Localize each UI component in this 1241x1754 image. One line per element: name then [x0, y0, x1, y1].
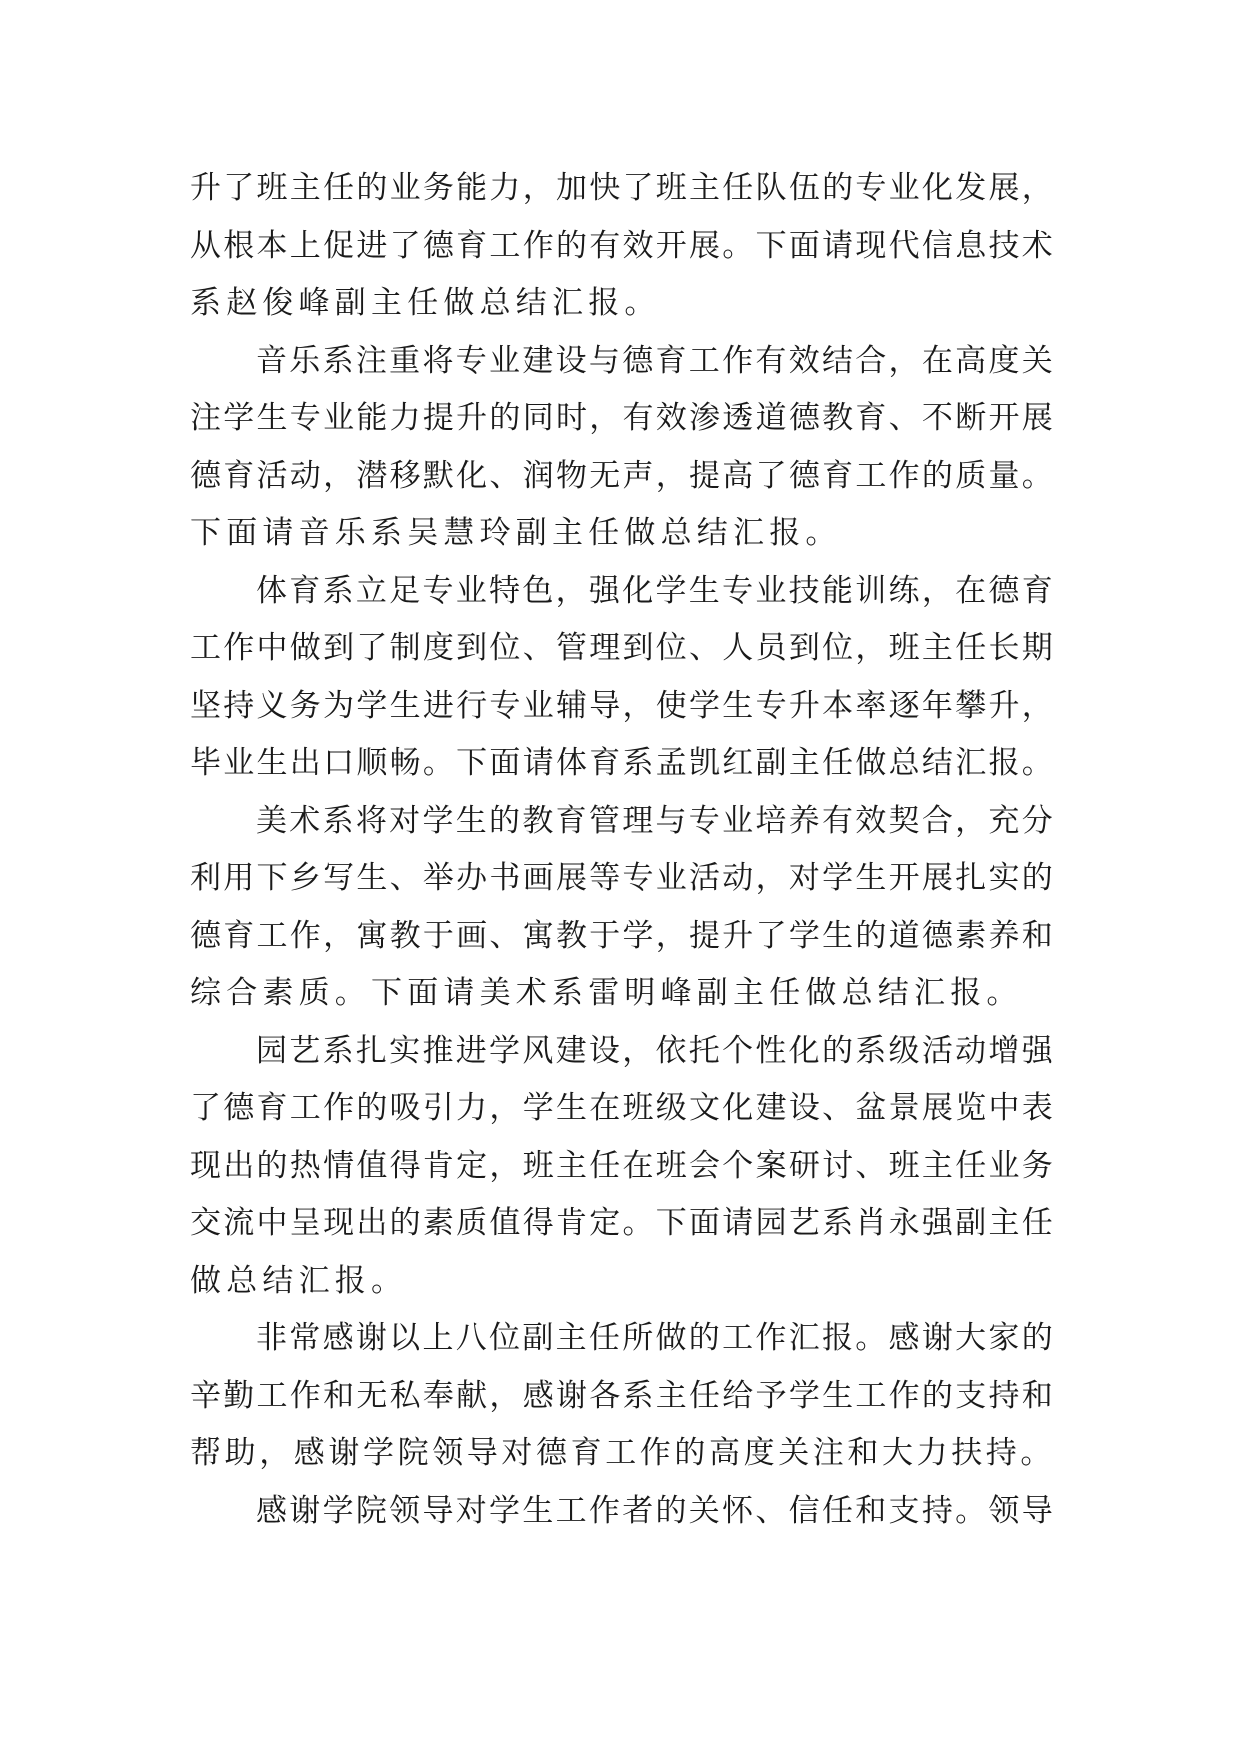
text-line: 交流中呈现出的素质值得肯定。下面请园艺系肖永强副主任 [190, 1205, 1055, 1241]
text-line: 工作中做到了制度到位、管理到位、人员到位，班主任长期 [190, 630, 1055, 666]
text-line: 音乐系注重将专业建设与德育工作有效结合，在高度关 [256, 342, 1055, 379]
text-line: 升了班主任的业务能力，加快了班主任队伍的专业化发展， [190, 170, 1055, 206]
text-line: 感谢学院领导对学生工作者的关怀、信任和支持。领导 [256, 1492, 1055, 1529]
paragraph [190, 1483, 1060, 1541]
text-line: 利用下乡写生、举办书画展等专业活动，对学生开展扎实的 [190, 860, 1055, 896]
paragraph [190, 333, 1060, 563]
paragraph [190, 160, 1060, 333]
text-line: 美术系将对学生的教育管理与专业培养有效契合，充分 [256, 802, 1055, 839]
document-body [190, 160, 1060, 1540]
text-line: 园艺系扎实推进学风建设，依托个性化的系级活动增强 [256, 1032, 1055, 1069]
paragraph [190, 793, 1060, 1023]
text-line: 坚持义务为学生进行专业辅导，使学生专升本率逐年攀升， [190, 687, 1055, 724]
text-line: 非常感谢以上八位副主任所做的工作汇报。感谢大家的 [256, 1320, 1055, 1356]
text-line: 现出的热情值得肯定，班主任在班会个案研讨、班主任业务 [190, 1147, 1055, 1184]
text-line: 帮助，感谢学院领导对德育工作的高度关注和大力扶持。 [190, 1435, 1055, 1471]
text-line: 做总结汇报。 [190, 1262, 408, 1299]
paragraph [190, 1023, 1060, 1311]
text-line: 综合素质。下面请美术系雷明峰副主任做总结汇报。 [190, 975, 1023, 1011]
text-line: 辛勤工作和无私奉献，感谢各系主任给予学生工作的支持和 [190, 1377, 1055, 1414]
text-line: 从根本上促进了德育工作的有效开展。下面请现代信息技术 [190, 227, 1055, 264]
paragraph [190, 563, 1060, 793]
paragraph [190, 1310, 1060, 1483]
text-line: 体育系立足专业特色，强化学生专业技能训练，在德育 [256, 572, 1055, 609]
text-line: 注学生专业能力提升的同时，有效渗透道德教育、不断开展 [190, 400, 1055, 436]
text-line: 德育工作，寓教于画、寓教于学，提升了学生的道德素养和 [190, 917, 1055, 954]
text-line: 毕业生出口顺畅。下面请体育系孟凯红副主任做总结汇报。 [190, 745, 1055, 781]
text-line: 德育活动，潜移默化、润物无声，提高了德育工作的质量。 [190, 457, 1055, 494]
text-line: 了德育工作的吸引力，学生在班级文化建设、盆景展览中表 [190, 1090, 1055, 1126]
text-line: 系赵俊峰副主任做总结汇报。 [190, 285, 661, 321]
text-line: 下面请音乐系吴慧玲副主任做总结汇报。 [190, 515, 842, 551]
